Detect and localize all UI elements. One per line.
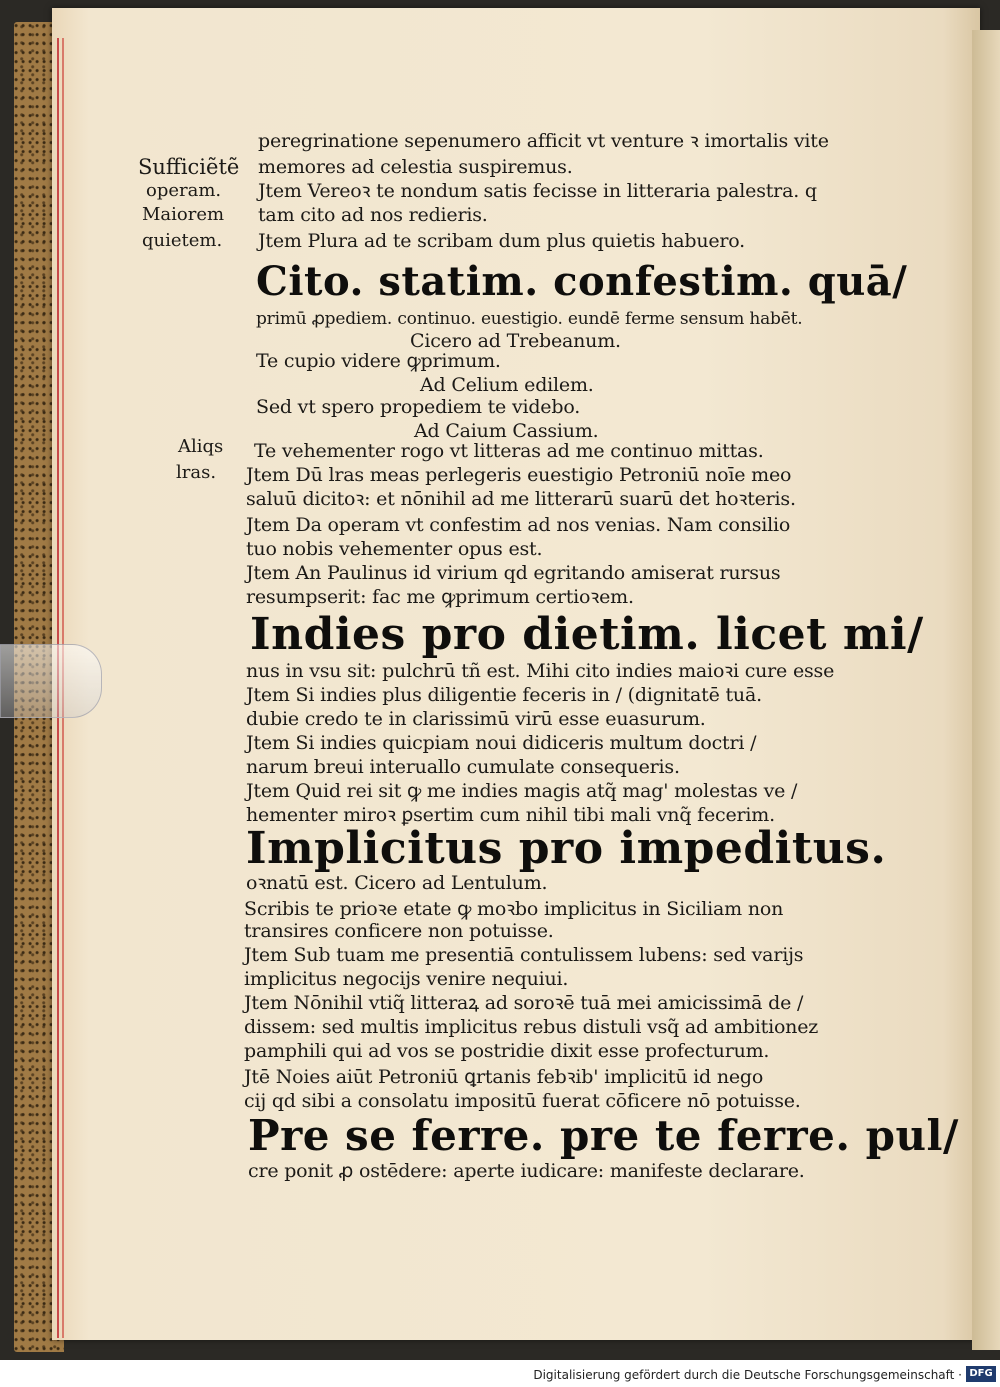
margin-note-maiorem: Maiorem <box>142 204 225 225</box>
text-line: Jtem Quid rei sit ꝙ me indies magis atq̃ mag' molestas ve / <box>246 780 798 802</box>
digitization-footer <box>0 1362 1000 1387</box>
margin-note-aliqs: Aliqs <box>178 436 224 457</box>
text-line: Jtem Plura ad te scribam dum plus quietis habuero. <box>258 230 746 252</box>
heading-pre-se-ferre: Pre se ferre. pre te ferre. pul/ <box>248 1111 959 1160</box>
citation-line: Ad Celium edilem. <box>420 374 594 396</box>
citation-line: Ad Caium Cassium. <box>414 420 599 442</box>
text-line: dissem: sed multis implicitus rebus distuli vsq̃ ad ambitionez <box>244 1016 819 1038</box>
text-line: implicitus negocijs venire nequiui. <box>244 968 569 990</box>
text-line: hementer miroꝛ ꝑsertim cum nihil tibi mali vnq̃ fecerim. <box>246 804 775 826</box>
text-line: pamphili qui ad vos se postridie dixit esse profecturum. <box>244 1040 770 1062</box>
text-line: Jtem Dū lras meas perlegeris euestigio Petroniū noīe meo <box>246 464 792 486</box>
text-line: resumpserit: fac me ꝙprimum certioꝛem. <box>246 586 634 608</box>
text-line: nus in vsu sit: pulchrū tñ est. Mihi cito indies maioꝛi cure esse <box>246 660 835 682</box>
text-line: transires conficere non potuisse. <box>244 920 554 942</box>
text-line: Jtem Si indies quicpiam noui didiceris multum doctri / <box>246 732 757 754</box>
text-line: cij qd sibi a consolatu impositū fuerat cōficere nō potuisse. <box>244 1090 801 1112</box>
page-clip <box>0 644 102 718</box>
footer-credit: Digitalisierung gefördert durch die Deutsche Forschungsgemeinschaft · <box>533 1368 962 1382</box>
dfg-logo: DFG <box>966 1366 996 1382</box>
text-line: Jtem Nōnihil vtiq̃ litteraꝝ ad soroꝛē tuā mei amicissimā de / <box>244 992 804 1014</box>
heading-indies: Indies pro dietim. licet mi/ <box>250 609 924 660</box>
text-line: dubie credo te in clarissimū virū esse euasurum. <box>246 708 706 730</box>
text-line: memores ad celestia suspiremus. <box>258 156 573 178</box>
text-line: saluū dicitoꝛ: et nōnihil ad me litterarū suarū det hoꝛteris. <box>246 488 796 510</box>
next-leaf-edge <box>972 30 1000 1350</box>
text-line: Sed vt spero propediem te videbo. <box>256 396 581 418</box>
text-line: Scribis te prioꝛe etate ꝙ moꝛbo implicitus in Siciliam non <box>244 898 784 920</box>
text-line: oꝛnatū est. Cicero ad Lentulum. <box>246 872 548 894</box>
heading-implicitus: Implicitus pro impeditus. <box>246 823 887 874</box>
text-line: Jtem Da operam vt confestim ad nos venias. Nam consilio <box>246 514 791 536</box>
text-line: peregrinatione sepenumero afficit vt venture ꝛ imortalis vite <box>258 130 829 152</box>
margin-note-lras: lras. <box>176 462 217 483</box>
text-line: cre ponit ꝓ ostēdere: aperte iudicare: manifeste declarare. <box>248 1160 805 1182</box>
text-line: Jtem Sub tuam me presentiā contulissem lubens: sed varijs <box>244 944 804 966</box>
text-line: Te vehementer rogo vt litteras ad me continuo mittas. <box>254 440 764 462</box>
margin-note-sufficiente: Sufficiẽtẽ <box>138 155 240 179</box>
text-line: Jtem Si indies plus diligentie feceris in / (dignitatē tuā. <box>246 684 762 706</box>
text-line: tuo nobis vehementer opus est. <box>246 538 543 560</box>
text-line: Jtē Noies aiūt Petroniū ꝗrtanis febꝛib' implicitū id nego <box>244 1066 764 1088</box>
text-line: primū ꝓpediem. continuo. euestigio. eundē ferme sensum habēt. <box>256 309 803 329</box>
text-line: Te cupio videre ꝙprimum. <box>256 350 501 372</box>
heading-cito: Cito. statim. confestim. quā/ <box>256 258 908 305</box>
margin-note-operam: operam. <box>146 180 222 201</box>
citation-line: Cicero ad Trebeanum. <box>410 330 621 352</box>
text-line: tam cito ad nos redieris. <box>258 204 488 226</box>
text-line: Jtem Vereoꝛ te nondum satis fecisse in litteraria palestra. q <box>258 180 817 202</box>
text-line: Jtem An Paulinus id virium qd egritando amiserat rursus <box>246 562 781 584</box>
margin-note-quietem: quietem. <box>142 230 223 251</box>
text-line: narum breui interuallo cumulate consequeris. <box>246 756 680 778</box>
